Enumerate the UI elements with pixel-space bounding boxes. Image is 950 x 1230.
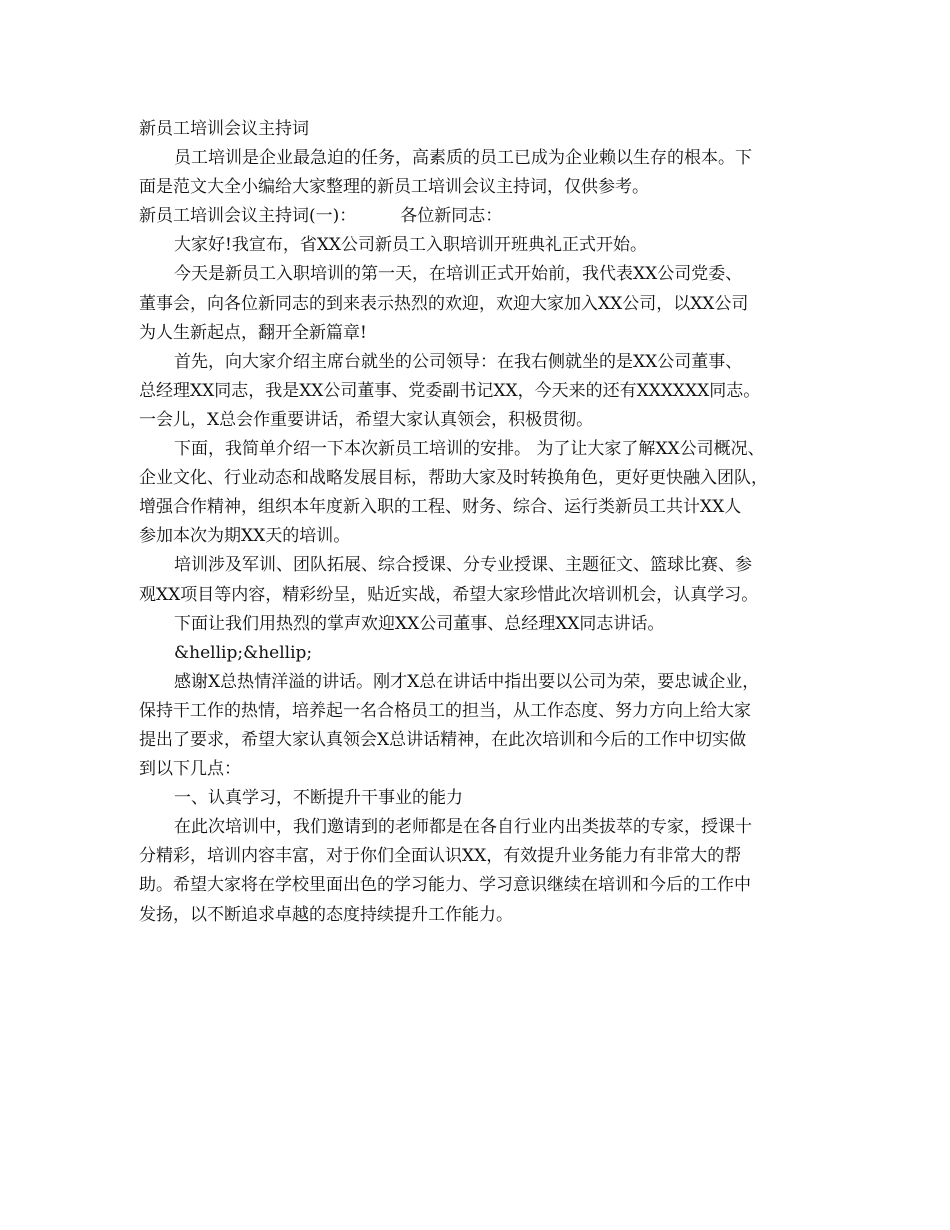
text-line: 增强合作精神，组织本年度新入职的工程、财务、综合、运行类新员工共计XX人 [139, 497, 742, 518]
text-line: 员工培训是企业最急迫的任务，高素质的员工已成为企业赖以生存的根本。下 [174, 148, 752, 169]
text-line: 在此次培训中，我们邀请到的老师都是在各自行业内出类拔萃的专家，授课十 [174, 817, 752, 838]
text-line: 培训涉及军训、团队拓展、综合授课、分专业授课、主题征文、篮球比赛、参 [174, 555, 752, 576]
text-line: 参加本次为期XX天的培训。 [139, 526, 351, 547]
text-line: 企业文化、行业动态和战略发展目标，帮助大家及时转换角色，更好更快融入团队， [139, 468, 768, 489]
text-line: 分精彩，培训内容丰富，对于你们全面认识XX，有效提升业务能力有非常大的帮 [139, 846, 742, 867]
text-line: 今天是新员工入职培训的第一天，在培训正式开始前，我代表XX公司党委、 [174, 264, 743, 285]
text-line: 感谢X总热情洋溢的讲话。刚才X总在讲话中指出要以公司为荣，要忠诚企业， [174, 671, 760, 692]
text-line: 助。希望大家将在学校里面出色的学习能力、学习意识继续在培训和今后的工作中 [139, 875, 751, 896]
subheading: 一、认真学习，不断提升干事业的能力 [174, 788, 463, 809]
document-title: 新员工培训会议主持词 [139, 119, 309, 139]
text-line: 观XX项目等内容，精彩纷呈，贴近实战，希望大家珍惜此次培训机会，认真学习。 [139, 584, 759, 605]
text-line: 一会儿，X总会作重要讲话，希望大家认真领会，积极贯彻。 [139, 409, 594, 430]
text-line: 下面，我简单介绍一下本次新员工培训的安排。 为了让大家了解XX公司概况、 [174, 439, 765, 460]
text-line: 保持干工作的热情，培养起一名合格员工的担当，从工作态度、努力方向上给大家 [139, 700, 751, 721]
text-line: 面是范文大全小编给大家整理的新员工培训会议主持词，仅供参考。 [139, 177, 649, 198]
document-body [139, 115, 819, 930]
section-heading: 新员工培训会议主持词(一)： [139, 206, 357, 227]
text-line: 到以下几点： [139, 759, 241, 780]
text-line: 首先，向大家介绍主席台就坐的公司领导：在我右侧就坐的是XX公司董事、 [174, 351, 743, 372]
text-line: 大家好!我宣布，省XX公司新员工入职培训开班典礼正式开始。 [174, 235, 648, 256]
salutation: 各位新同志： [400, 206, 503, 227]
section-heading-line [139, 202, 819, 231]
text-line: 董事会，向各位新同志的到来表示热烈的欢迎，欢迎大家加入XX公司，以XX公司 [139, 293, 749, 314]
text-line: &hellip;&hellip; [174, 642, 313, 663]
text-line: 提出了要求，希望大家认真领会X总讲话精神，在此次培训和今后的工作中切实做 [139, 729, 747, 750]
text-line: 总经理XX同志，我是XX公司董事、党委副书记XX，今天来的还有XXXXXX同志。 [139, 380, 761, 401]
text-line: 发扬，以不断追求卓越的态度持续提升工作能力。 [139, 904, 513, 925]
text-line: 下面让我们用热烈的掌声欢迎XX公司董事、总经理XX同志讲话。 [174, 613, 665, 634]
text-line: 为人生新起点，翻开全新篇章! [139, 322, 367, 343]
